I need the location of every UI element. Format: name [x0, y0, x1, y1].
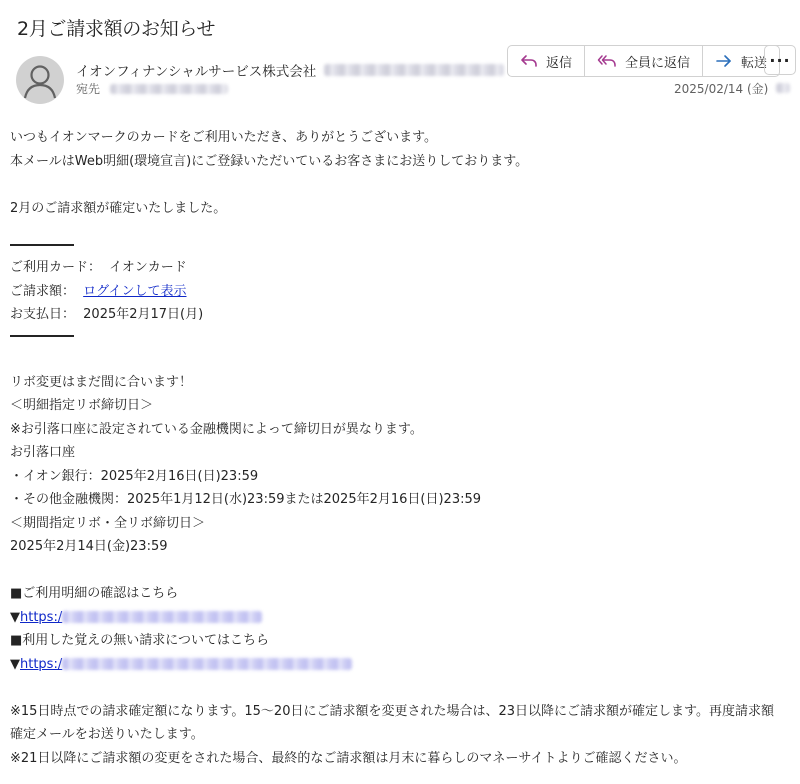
- note-line: ※21日以降にご請求額の変更をされた場合、最終的なご請求額は月末に暮らしのマネーサイトよりご確認ください。: [10, 750, 687, 766]
- message-actions: [507, 45, 780, 77]
- sender-email-redacted: [324, 64, 504, 76]
- forward-arrow-icon: [715, 53, 733, 69]
- body-line: 2月のご請求額が確定いたしました。: [10, 200, 227, 216]
- recipient-redacted[interactable]: [110, 84, 228, 94]
- forward-button[interactable]: 転送: [703, 46, 779, 76]
- divider: [10, 335, 74, 337]
- to-label: 宛先: [76, 82, 101, 96]
- more-actions-button[interactable]: [764, 45, 796, 75]
- body-line: リボ変更はまだ間に合います！: [10, 374, 193, 390]
- body-line: ・イオン銀行：2025年2月16日(日)23:59: [10, 468, 259, 484]
- amount-label: ご請求額：: [10, 283, 76, 299]
- sent-date: 2025/02/14 (金): [674, 80, 790, 97]
- body-line: ＜明細指定リボ締切日＞: [10, 398, 154, 413]
- more-icon: ···: [769, 50, 791, 70]
- body-line: お引落口座: [10, 445, 76, 460]
- body-line: いつもイオンマークのカードをご利用いただき、ありがとうございます。: [10, 130, 438, 145]
- reply-all-button[interactable]: 全員に返信: [585, 46, 703, 76]
- arrow-down-icon: ▼: [10, 609, 20, 625]
- divider: [10, 244, 74, 246]
- payday-value: 2025年2月17日(月): [83, 307, 204, 322]
- reply-all-icon: [597, 53, 617, 69]
- body-line: ・その他金融機関：2025年1月12日(水)23:59または2025年2月16日(日)23:59: [10, 492, 482, 507]
- message-body: [10, 126, 790, 770]
- unknown-charge-link[interactable]: https:/: [20, 657, 352, 672]
- person-icon: [16, 56, 64, 104]
- time-redacted: [776, 83, 790, 93]
- email-subject: 2月ご請求額のお知らせ: [17, 18, 216, 40]
- body-line: ■ご利用明細の確認はこちら: [10, 586, 179, 601]
- login-to-view-link[interactable]: ログインして表示: [83, 283, 187, 299]
- amount-line: [10, 280, 790, 304]
- payday-label: お支払日：: [10, 307, 76, 322]
- body-line: ※お引落口座に設定されている金融機関によって締切日が異なります。: [10, 421, 423, 437]
- usage-detail-link[interactable]: https:/: [20, 610, 262, 625]
- body-line: 2025年2月14日(金)23:59: [10, 539, 168, 554]
- note-line: ※15日時点での請求確定額になります。15～20日にご請求額を変更された場合は、23日以降にご請求額が確定します。再度請求額確定メールをお送りいたします。: [10, 703, 774, 742]
- payday-line: [10, 303, 790, 327]
- sender-line: [76, 60, 504, 80]
- card-label: ご利用カード：: [10, 260, 102, 275]
- detail-link-line: [10, 606, 790, 630]
- recipient-line: [76, 80, 228, 97]
- body-line: ＜期間指定リボ・全リボ締切日＞: [10, 515, 206, 531]
- body-line: ■利用した覚えの無い請求についてはこちら: [10, 633, 270, 648]
- sender-avatar[interactable]: [16, 56, 64, 104]
- card-value: イオンカード: [109, 260, 187, 275]
- reply-icon: [520, 53, 538, 69]
- body-line: 本メールはWeb明細(環境宣言)にご登録いただいているお客さまにお送りしております。: [10, 153, 529, 169]
- reply-button[interactable]: 返信: [508, 46, 585, 76]
- sender-name[interactable]: イオンフィナンシャルサービス株式会社: [76, 64, 317, 80]
- arrow-down-icon: ▼: [10, 656, 20, 672]
- card-line: [10, 256, 790, 280]
- unknown-link-line: [10, 653, 790, 677]
